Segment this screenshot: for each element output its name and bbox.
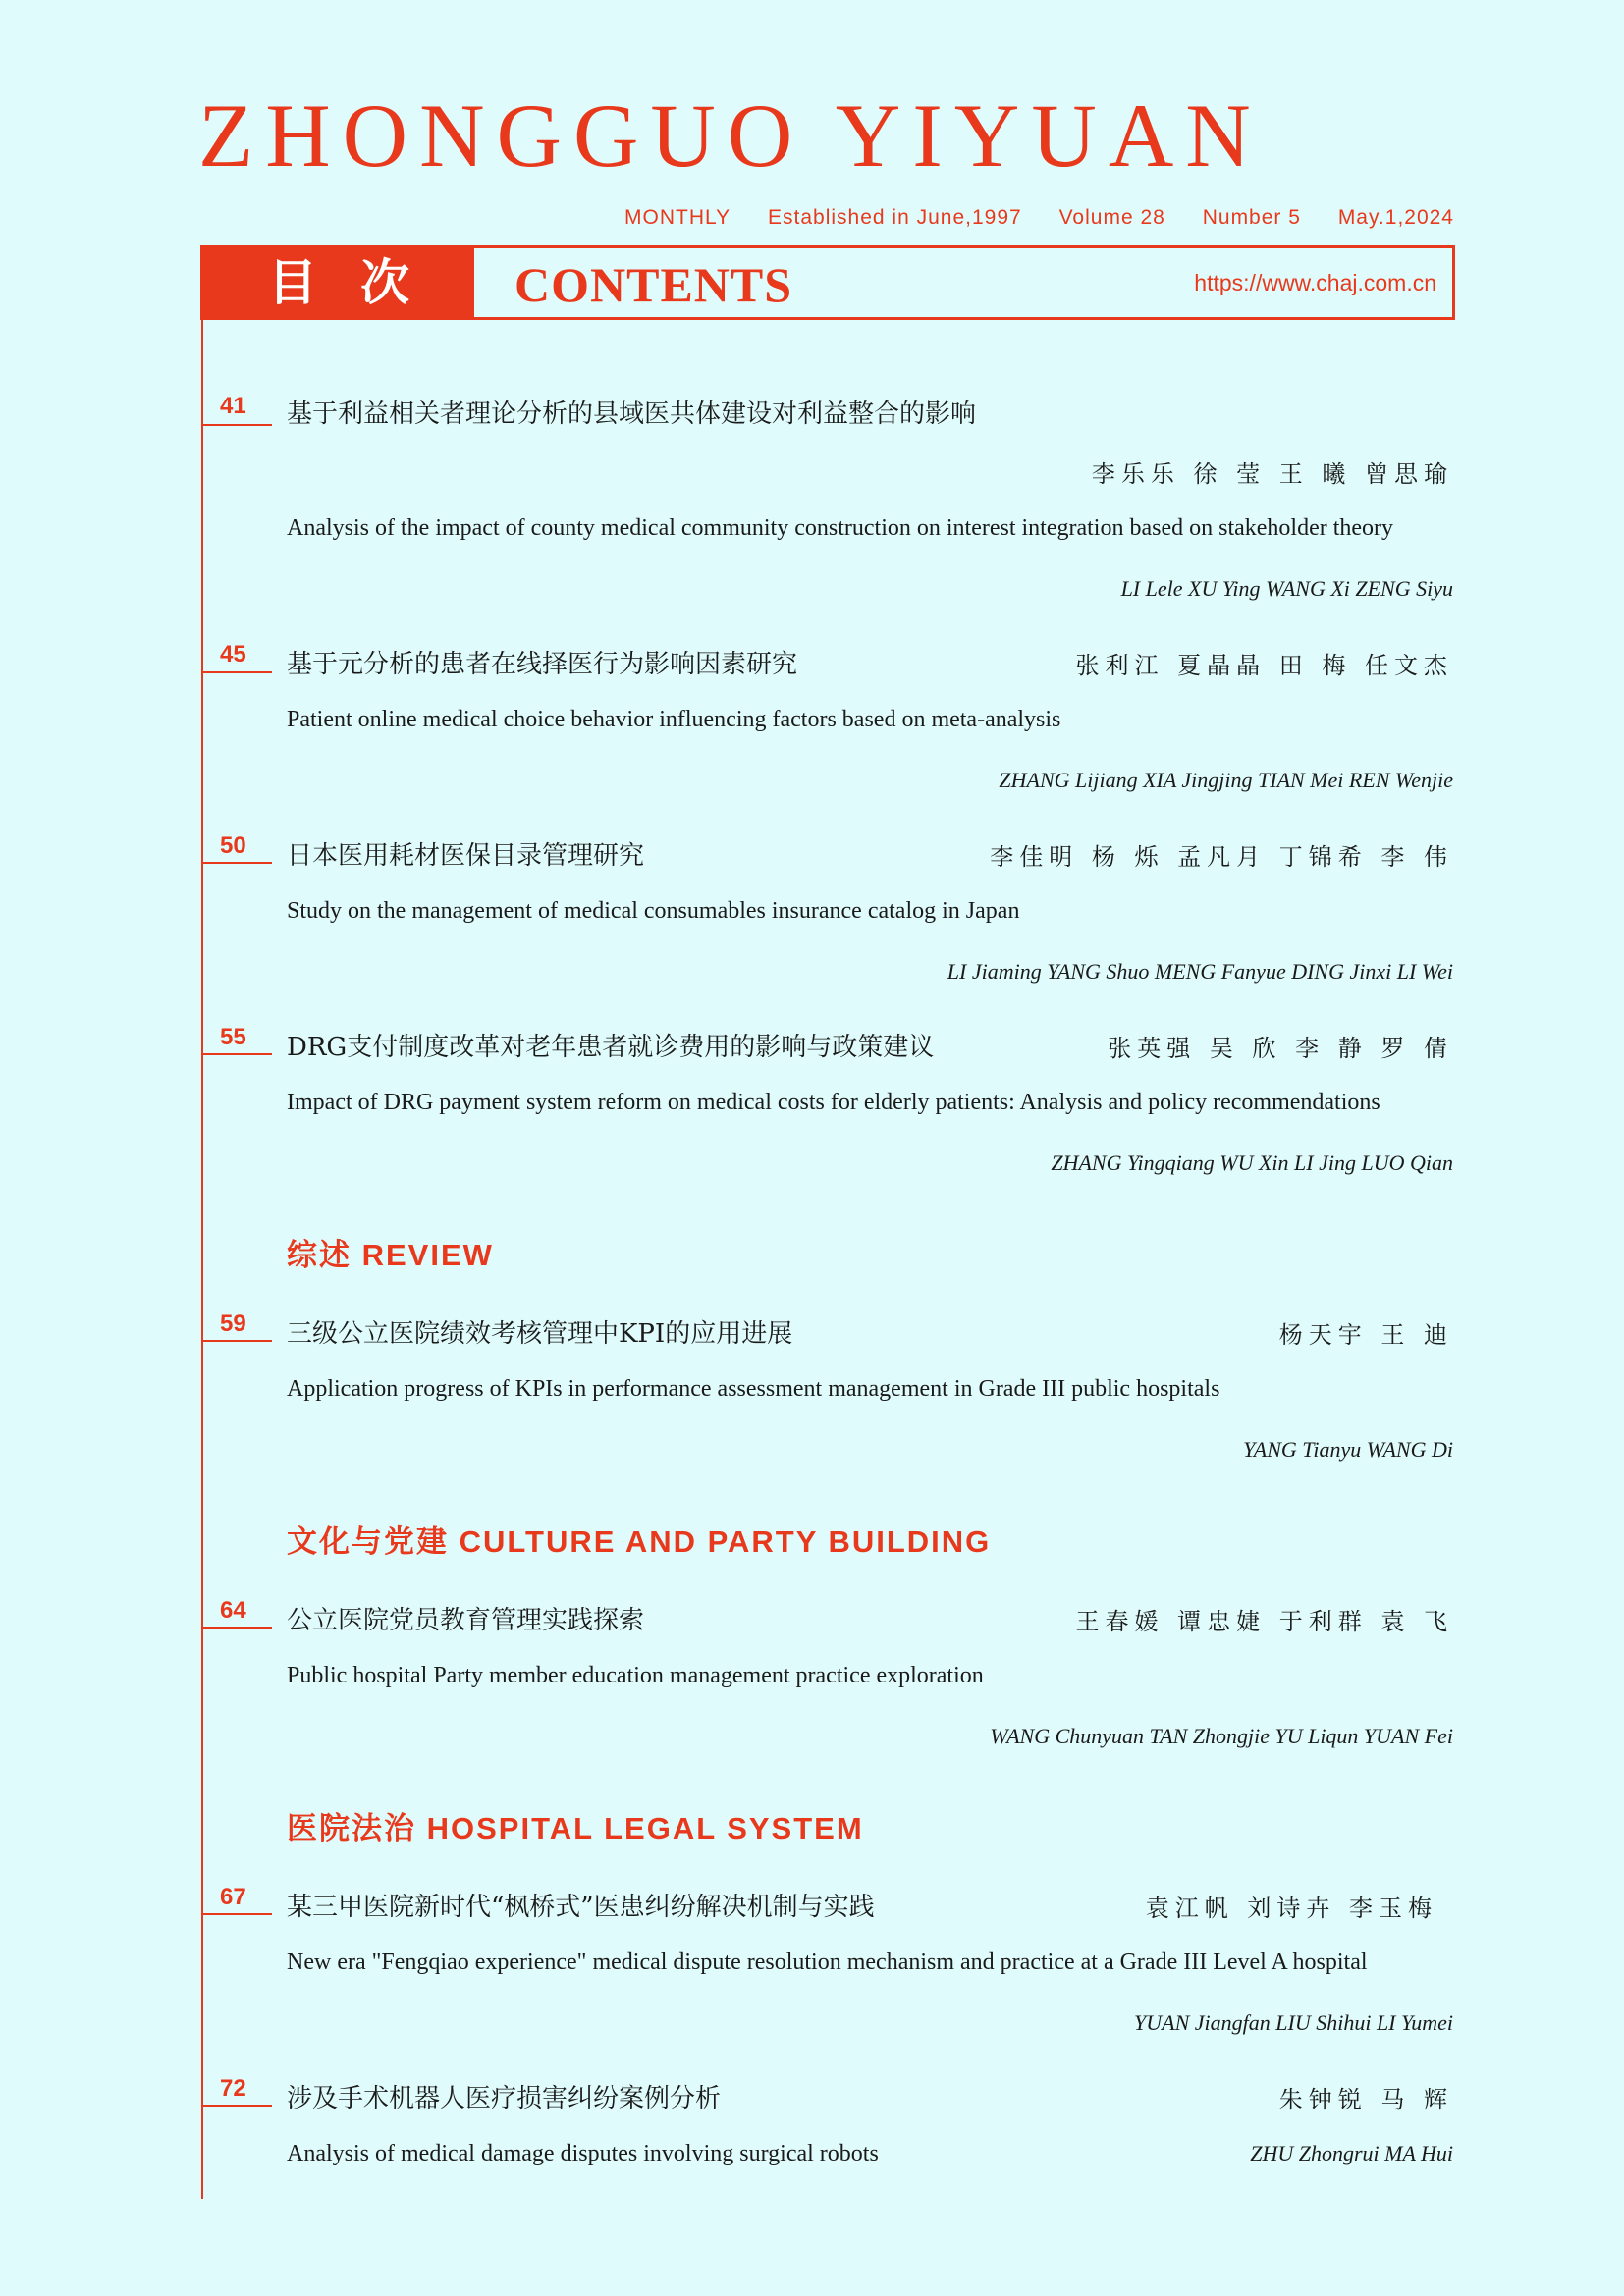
journal-url-link[interactable]: https://www.chaj.com.cn <box>1194 270 1436 295</box>
journal-meta <box>624 206 1454 230</box>
section-heading-culture: 文化与党建 CULTURE AND PARTY BUILDING <box>287 1524 992 1559</box>
entry-tick <box>201 671 272 673</box>
section-heading-review: 综述 REVIEW <box>287 1238 494 1272</box>
entry-en-authors: YANG Tianyu WANG Di <box>1243 1437 1453 1462</box>
entry-page-number: 50 <box>220 832 246 859</box>
entry-cn-title[interactable]: 某三甲医院新时代“枫桥式”医患纠纷解决机制与实践 <box>287 1893 875 1922</box>
entry-en-authors: WANG Chunyuan TAN Zhongjie YU Liqun YUAN Fei <box>990 1724 1453 1748</box>
entry-en-title[interactable]: Impact of DRG payment system reform on medical costs for elderly patients: Analysis and policy recommendations <box>287 1090 1380 1115</box>
entry-page-number: 41 <box>220 393 246 419</box>
entry-cn-title[interactable]: 基于元分析的患者在线择医行为影响因素研究 <box>287 650 798 679</box>
entry-cn-title[interactable]: 涉及手术机器人医疗损害纠纷案例分析 <box>287 2084 722 2113</box>
contents-vertical-rule <box>201 320 203 2199</box>
entry-cn-title[interactable]: 基于利益相关者理论分析的县域医共体建设对利益整合的影响 <box>287 400 977 429</box>
entry-cn-authors: 张英强 吴 欣 李 静 罗 倩 <box>1108 1035 1453 1062</box>
entry-en-authors: YUAN Jiangfan LIU Shihui LI Yumei <box>1134 2010 1453 2035</box>
entry-cn-authors: 袁江帆 刘诗卉 李玉梅 <box>1145 1895 1437 1922</box>
entry-cn-authors: 杨天宇 王 迪 <box>1278 1321 1453 1349</box>
entry-tick <box>201 424 272 426</box>
entry-cn-title[interactable]: 公立医院党员教育管理实践探索 <box>287 1606 645 1635</box>
entry-tick <box>201 862 272 864</box>
entry-page-number: 67 <box>220 1884 246 1910</box>
entry-tick <box>201 1340 272 1342</box>
entry-cn-authors: 张利江 夏晶晶 田 梅 任文杰 <box>1075 652 1453 679</box>
entry-tick <box>201 1627 272 1629</box>
entry-en-title[interactable]: Analysis of the impact of county medical community construction on interest integration based on stakeholder theory <box>287 515 1394 541</box>
entry-en-authors: ZHU Zhongrui MA Hui <box>1250 2141 1453 2165</box>
contents-cn-block <box>203 248 474 317</box>
entry-cn-title[interactable]: 日本医用耗材医保目录管理研究 <box>287 841 645 871</box>
entry-page-number: 45 <box>220 641 246 667</box>
contents-cn-label: 目次 <box>268 253 453 311</box>
entry-cn-title[interactable]: DRG支付制度改革对老年患者就诊费用的影响与政策建议 <box>287 1033 935 1062</box>
journal-title: ZHONGGUO YIYUAN <box>198 85 1263 186</box>
entry-en-title[interactable]: Public hospital Party member education management practice exploration <box>287 1663 984 1688</box>
entry-tick <box>201 2105 272 2107</box>
meta-frequency: MONTHLY <box>624 206 731 229</box>
meta-date: May.1,2024 <box>1337 206 1454 229</box>
entry-page-number: 59 <box>220 1310 246 1337</box>
section-heading-legal: 医院法治 HOSPITAL LEGAL SYSTEM <box>287 1811 864 1845</box>
entry-cn-authors: 王春媛 谭忠婕 于利群 袁 飞 <box>1075 1608 1453 1635</box>
contents-en-label: CONTENTS <box>514 257 793 312</box>
contents-banner <box>200 245 1455 320</box>
entry-tick <box>201 1913 272 1915</box>
meta-number: Number 5 <box>1202 206 1301 229</box>
entry-page-number: 64 <box>220 1597 246 1624</box>
entry-cn-authors: 李乐乐 徐 莹 王 曦 曾思瑜 <box>1091 460 1453 488</box>
entry-en-title[interactable]: Study on the management of medical consumables insurance catalog in Japan <box>287 898 1020 924</box>
entry-tick <box>201 1053 272 1055</box>
entry-en-authors: LI Jiaming YANG Shuo MENG Fanyue DING Jinxi LI Wei <box>947 959 1453 984</box>
meta-volume: Volume 28 <box>1058 206 1165 229</box>
entry-en-authors: ZHANG Yingqiang WU Xin LI Jing LUO Qian <box>1051 1150 1453 1175</box>
entry-en-title[interactable]: Analysis of medical damage disputes involving surgical robots <box>287 2141 879 2166</box>
entry-en-title[interactable]: Patient online medical choice behavior influencing factors based on meta-analysis <box>287 707 1061 732</box>
entry-en-authors: ZHANG Lijiang XIA Jingjing TIAN Mei REN Wenjie <box>999 768 1453 792</box>
entry-cn-authors: 李佳明 杨 烁 孟凡月 丁锦希 李 伟 <box>990 843 1453 871</box>
entry-cn-authors: 朱钟锐 马 辉 <box>1278 2086 1453 2113</box>
meta-established: Established in June,1997 <box>768 206 1022 229</box>
entry-en-title[interactable]: Application progress of KPIs in performance assessment management in Grade III public hospitals <box>287 1376 1220 1402</box>
entry-page-number: 72 <box>220 2075 246 2102</box>
entry-en-title[interactable]: New era "Fengqiao experience" medical dispute resolution mechanism and practice at a Grade III Level A hospital <box>287 1949 1368 1975</box>
entry-page-number: 55 <box>220 1024 246 1050</box>
entry-cn-title[interactable]: 三级公立医院绩效考核管理中KPI的应用进展 <box>287 1319 793 1349</box>
entry-en-authors: LI Lele XU Ying WANG Xi ZENG Siyu <box>1120 576 1453 601</box>
